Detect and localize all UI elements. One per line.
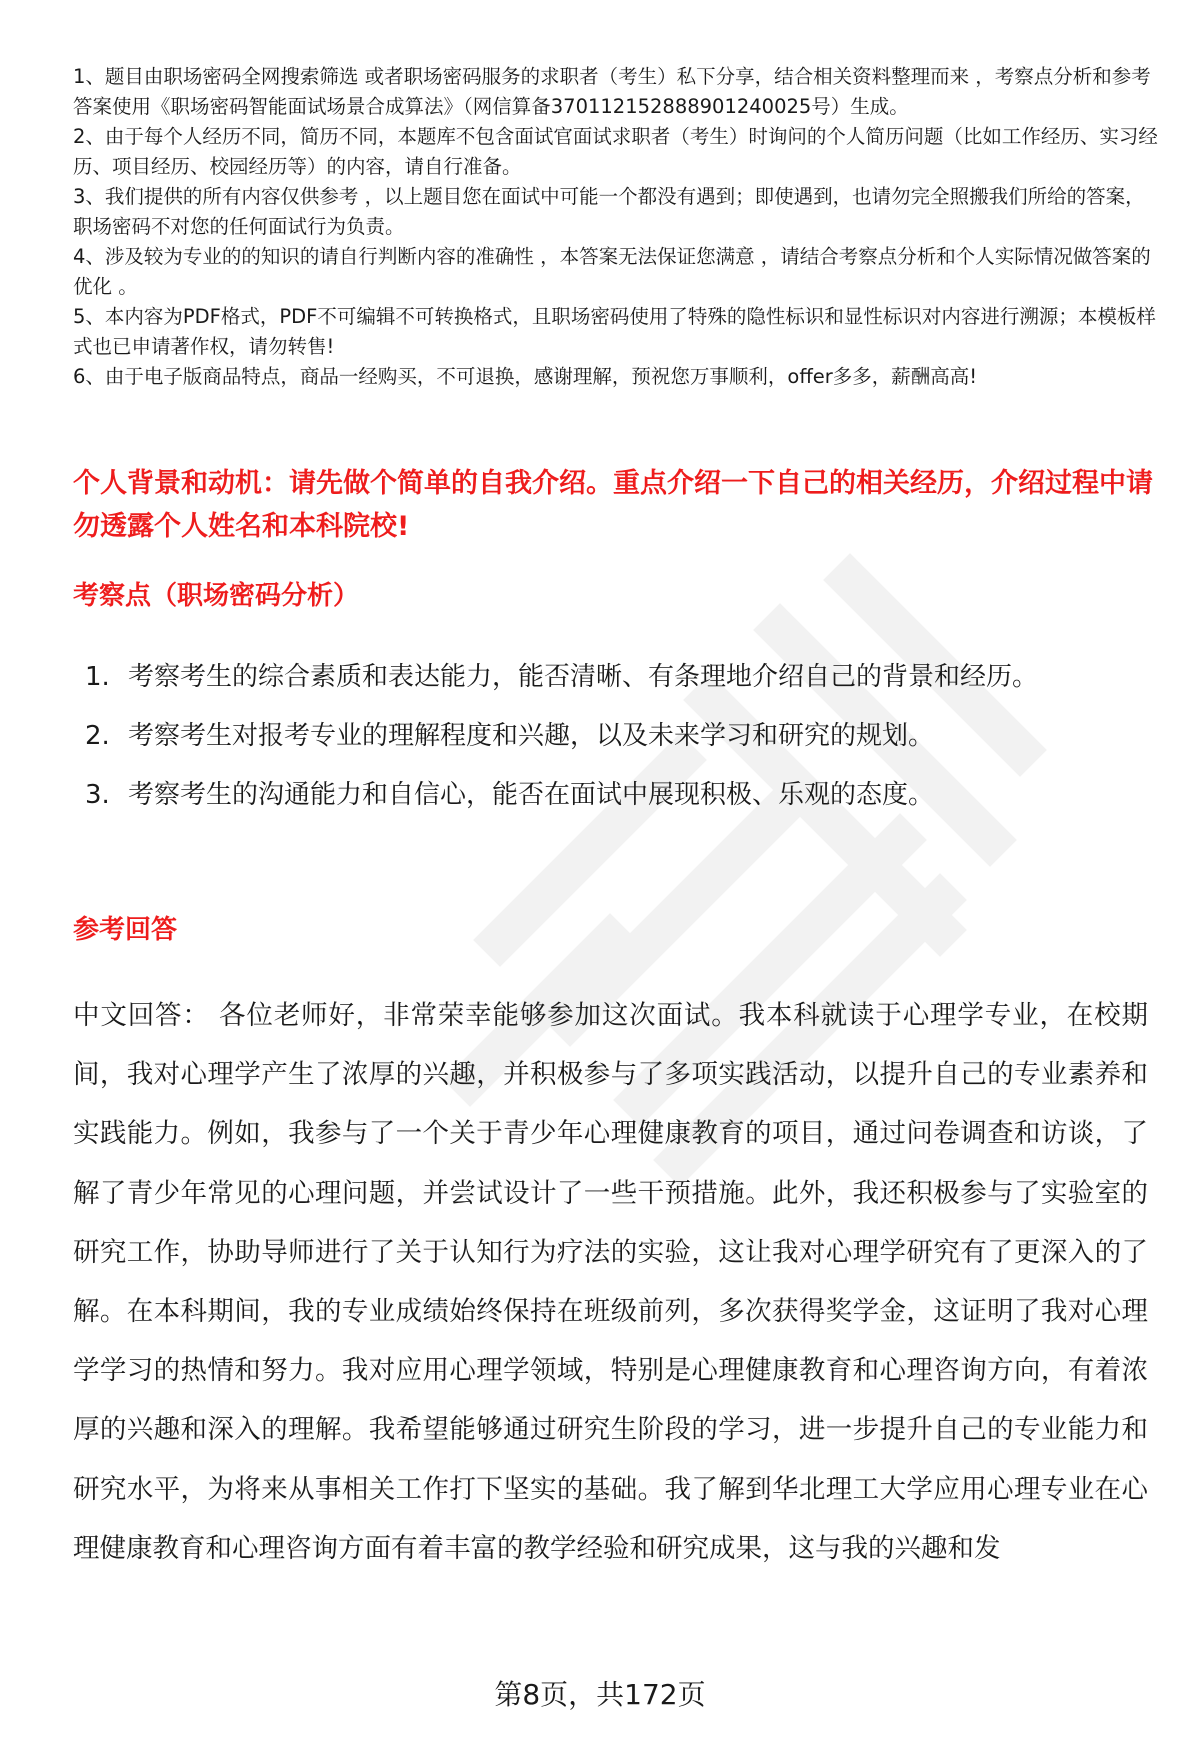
list-item-text: 考察考生的沟通能力和自信心，能否在面试中展现积极、乐观的态度。	[128, 780, 935, 810]
note-line: 3、我们提供的所有内容仅供参考 ，以上题目您在面试中可能一个都没有遇到；即使遇到，也请勿完全照搬我们所给的答案，职场密码不对您的任何面试行为负责。	[73, 185, 1145, 238]
reference-answer: 中文回答： 各位老师好，非常荣幸能够参加这次面试。我本科就读于心理学专业，在校期间，我对心理学产生了浓厚的兴趣，并积极参与了多项实践活动，以提升自己的专业素养和实践能力。例如，我参与了一个关于青少年心理健康教育的项目，通过问卷调查和访谈，了解了青少年常见的心理问题，并尝试设计了一些干预措施。此外，我还积极参与了实验室的研究工作，协助导师进行了关于认知行为疗法的实验，这让我对心理学研究有了更深入的了解。在本科期间，我的专业成绩始终保持在班级前列，多次获得奖学金，这证明了我对心理学学习的热情和努力。我对应用心理学领域，特别是心理健康教育和心理咨询方向，有着浓厚的兴趣和深入的理解。我希望能够通过研究生阶段的学习，进一步提升自己的专业能力和研究水平，为将来从事相关工作打下坚实的基础。我了解到华北理工大学应用心理专业在心理健康教育和心理咨询方面有着丰富的教学经验和研究成果，这与我的兴趣和发	[73, 1000, 1148, 1564]
list-item-number: 2.	[85, 721, 110, 751]
list-item	[73, 648, 1153, 707]
note-line: 2、由于每个人经历不同，简历不同，本题库不包含面试官面试求职者（考生）时询问的个人简历问题（比如工作经历、实习经历、项目经历、校园经历等）的内容，请自行准备。	[73, 125, 1158, 178]
note-line: 4、涉及较为专业的的知识的请自行判断内容的准确性 ，本答案无法保证您满意 ，请结合考察点分析和个人实际情况做答案的优化 。	[73, 245, 1151, 298]
note-line: 5、本内容为PDF格式，PDF不可编辑不可转换格式，且职场密码使用了特殊的隐性标识和显性标识对内容进行溯源；本模板样式也已申请著作权，请勿转售!	[73, 305, 1156, 358]
list-item	[73, 707, 1153, 766]
list-item-number: 3.	[85, 780, 110, 810]
disclaimer-notes	[73, 62, 1163, 392]
analysis-heading: 考察点（职场密码分析）	[73, 581, 360, 611]
note-line: 6、由于电子版商品特点，商品一经购买，不可退换，感谢理解，预祝您万事顺利，offer多多，薪酬高高!	[73, 365, 978, 388]
list-item-number: 1.	[85, 662, 110, 692]
list-item-text: 考察考生的综合素质和表达能力，能否清晰、有条理地介绍自己的背景和经历。	[128, 662, 1039, 692]
interview-question: 个人背景和动机：请先做个简单的自我介绍。重点介绍一下自己的相关经历，介绍过程中请勿透露个人姓名和本科院校!	[73, 468, 1153, 542]
list-item-text: 考察考生对报考专业的理解程度和兴趣，以及未来学习和研究的规划。	[128, 721, 935, 751]
note-line: 1、题目由职场密码全网搜索筛选 或者职场密码服务的求职者（考生）私下分享，结合相关资料整理而来 ，考察点分析和参考答案使用《职场密码智能面试场景合成算法》（网信算备370112152888901240025号）生成。	[73, 65, 1151, 118]
reference-heading: 参考回答	[73, 915, 178, 945]
analysis-points-list	[73, 648, 1153, 825]
list-item	[73, 766, 1153, 825]
page-number: 第8页，共172页	[494, 1678, 706, 1711]
